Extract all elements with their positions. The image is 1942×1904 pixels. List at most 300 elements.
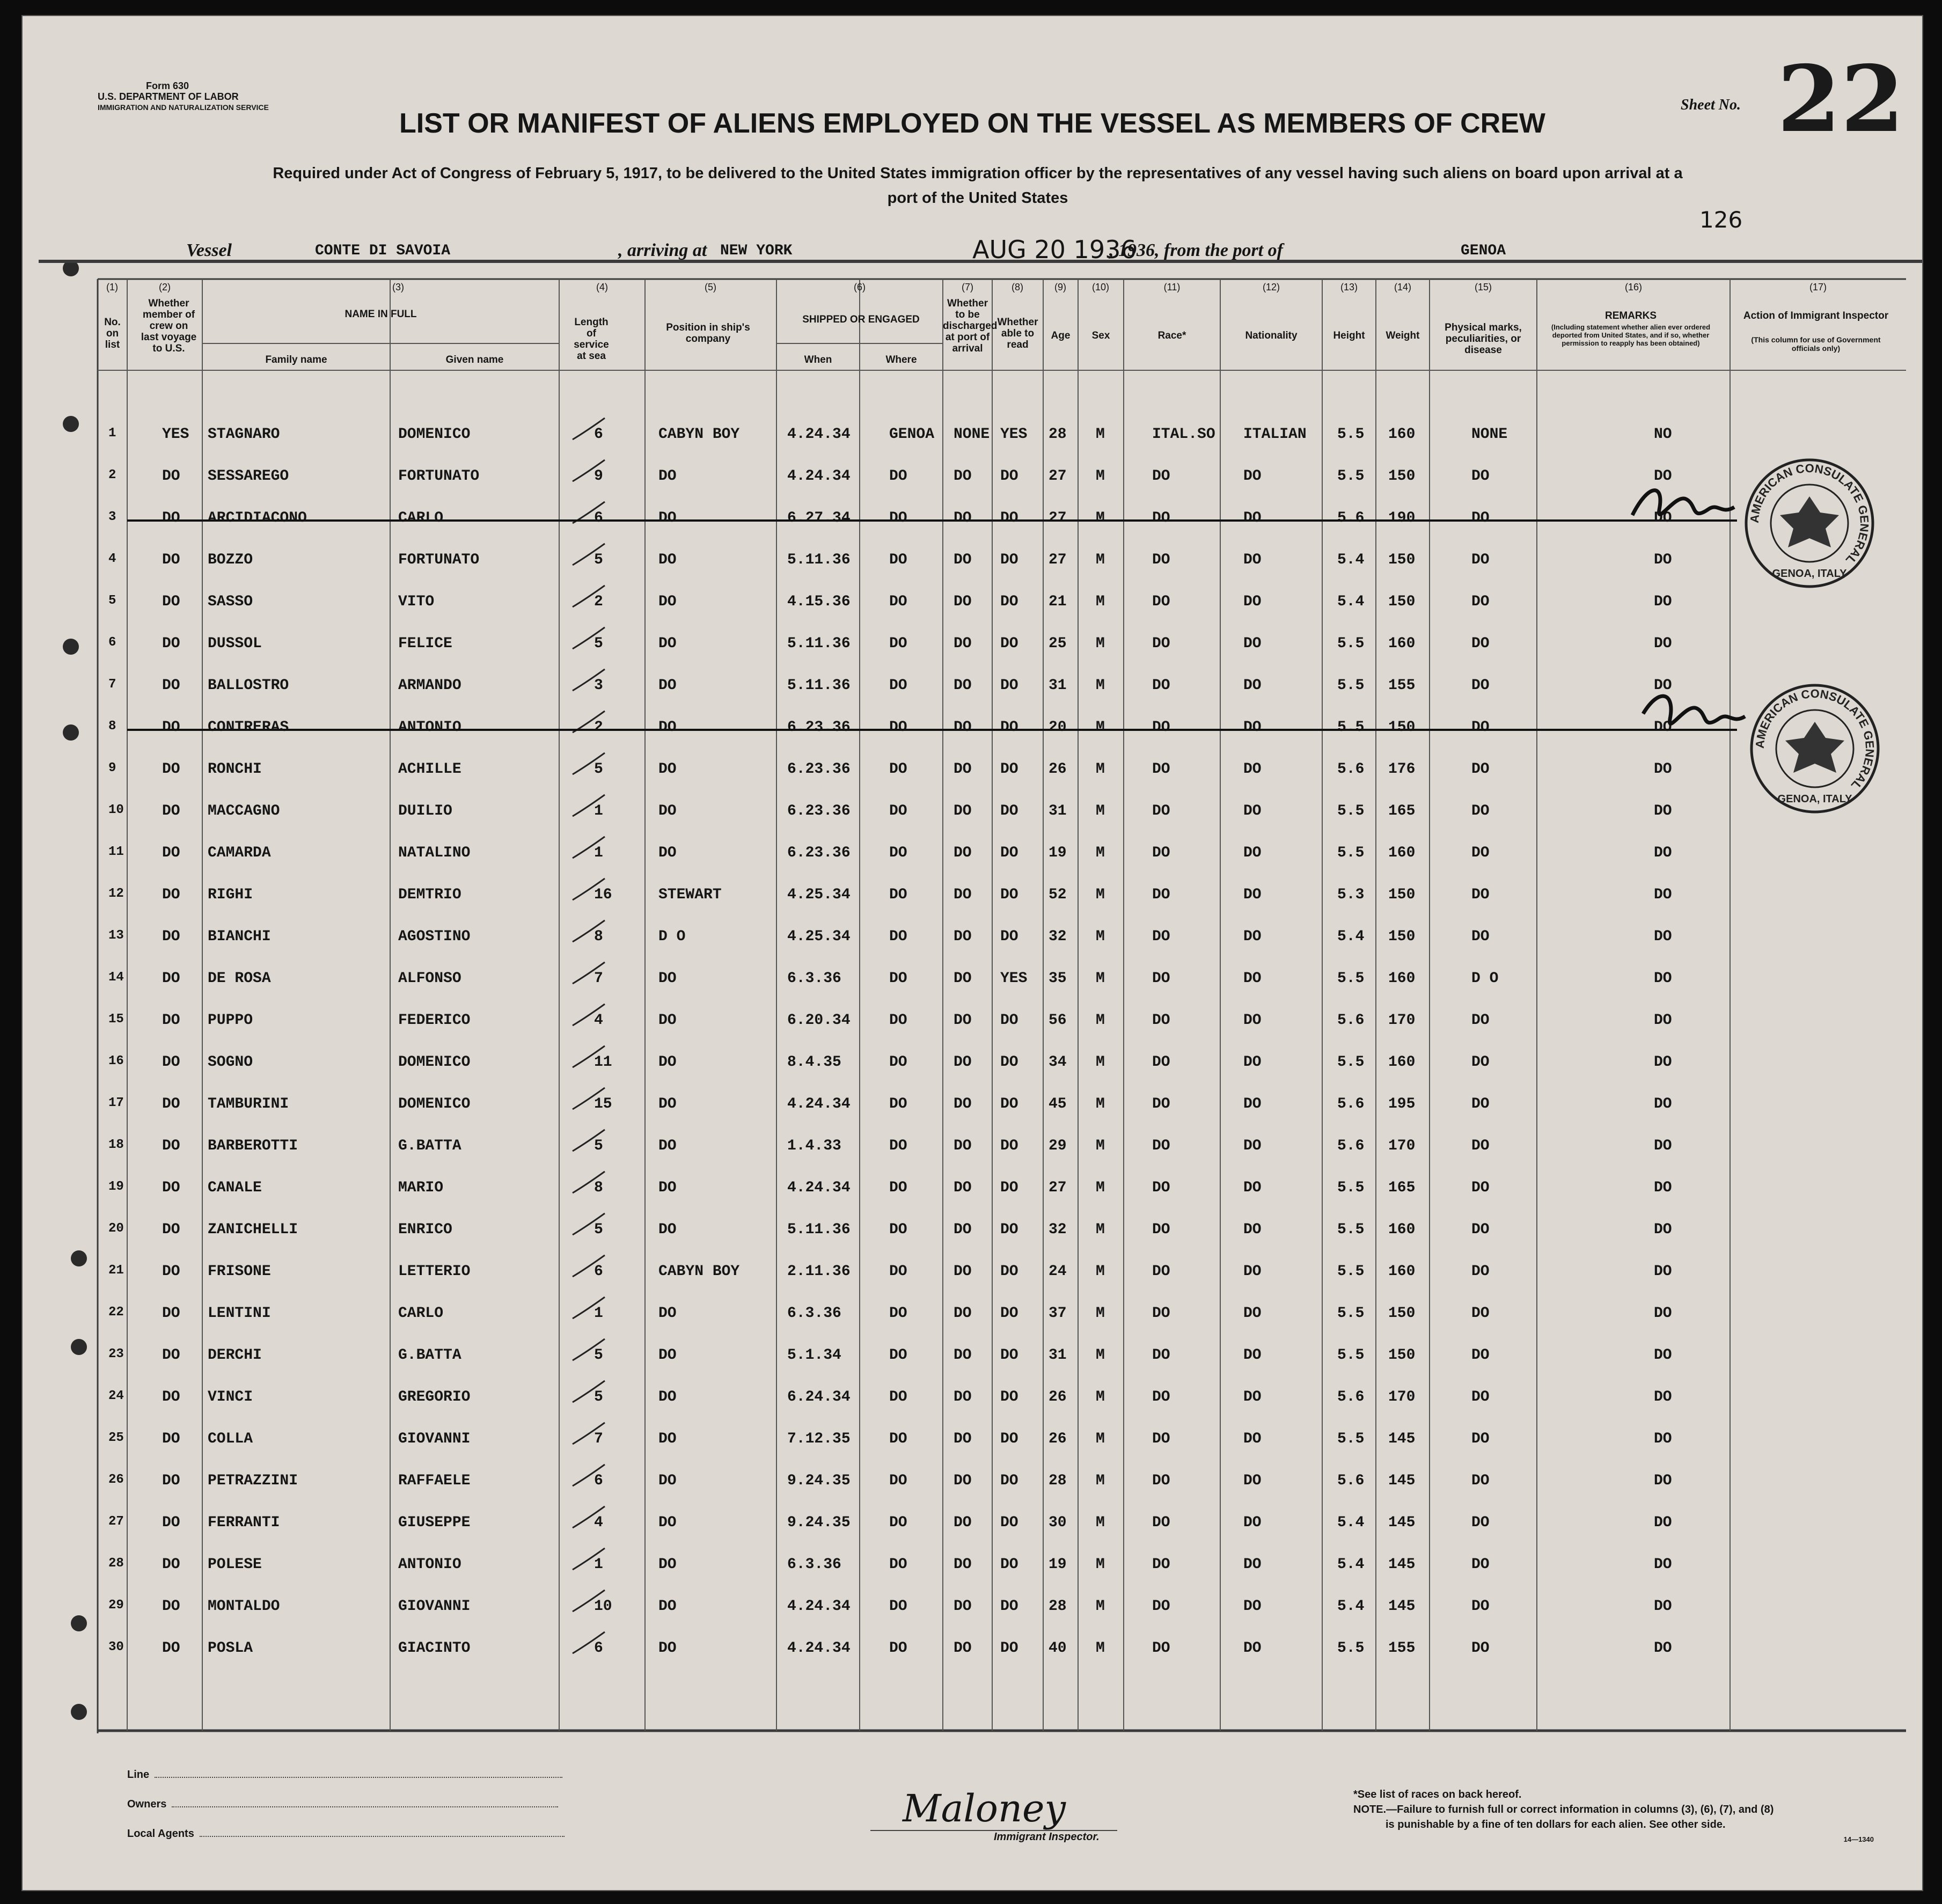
family-name-cell: ZANICHELLI [208,1221,298,1238]
race-cell: DO [1152,1305,1170,1322]
age-cell: 45 [1049,1096,1067,1112]
able-to-read-cell: DO [1000,1389,1018,1405]
form-number: Form 630 [146,80,189,91]
last-voyage-cell: DO [162,1431,180,1447]
height-cell: 5.5 [1337,845,1365,861]
height-cell: 5.5 [1337,970,1365,987]
weight-cell: 160 [1388,970,1416,987]
race-cell: DO [1152,845,1170,861]
discharged-cell: DO [954,635,972,652]
remarks-cell: DO [1654,719,1672,736]
height-cell: 5.6 [1337,1473,1365,1489]
able-to-read-cell: DO [1000,1180,1018,1196]
shipped-where-cell: DO [889,677,907,694]
sex-cell: M [1096,426,1105,443]
shipped-when-cell: 4.24.34 [787,1640,851,1657]
column-number: (6) [854,282,866,292]
column-number: (5) [705,282,716,292]
nationality-cell: DO [1243,1431,1262,1447]
physical-marks-cell: NONE [1471,426,1508,443]
able-to-read-cell: DO [1000,928,1018,945]
family-name-cell: RONCHI [208,761,262,778]
race-cell: DO [1152,1473,1170,1489]
last-voyage-cell: DO [162,845,180,861]
last-voyage-cell: DO [162,1305,180,1322]
position-cell: DO [658,1180,677,1196]
check-tick-icon [570,750,607,777]
given-name-cell: CARLO [398,510,444,526]
nationality-cell: DO [1243,1096,1262,1112]
given-name-cell: ACHILLE [398,761,461,778]
discharged-cell: DO [954,761,972,778]
line-label: Line [127,1769,150,1781]
shipped-when-cell: 5.11.36 [787,552,851,568]
eagle-icon [1780,496,1839,547]
given-name-cell: NATALINO [398,845,471,861]
sheet-label: Sheet No. [1681,97,1741,113]
row-number-cell: 17 [108,1096,124,1110]
header-position: Position in ship's company [666,322,750,345]
physical-marks-cell: DO [1471,1305,1490,1322]
sex-cell: M [1096,677,1105,694]
sex-cell: M [1096,510,1105,526]
able-to-read-cell: DO [1000,803,1018,819]
physical-marks-cell: DO [1471,803,1490,819]
weight-cell: 170 [1388,1389,1416,1405]
sex-cell: M [1096,719,1105,736]
weight-cell: 150 [1388,594,1416,610]
physical-marks-cell: DO [1471,1054,1490,1071]
length-of-service-cell: 5 [594,552,603,568]
sex-cell: M [1096,1556,1105,1573]
family-name-cell: CAMARDA [208,845,271,861]
shipped-when-cell: 5.11.36 [787,1221,851,1238]
vessel-label: Vessel [186,240,232,260]
races-note: *See list of races on back hereof. [1353,1789,1522,1800]
shipped-when-cell: 4.15.36 [787,594,851,610]
family-name-cell: CANALE [208,1180,262,1196]
sex-cell: M [1096,761,1105,778]
age-cell: 26 [1049,1389,1067,1405]
age-cell: 56 [1049,1012,1067,1029]
discharged-cell: DO [954,1598,972,1615]
discharged-cell: DO [954,1473,972,1489]
check-tick-icon [570,583,607,610]
weight-cell: 160 [1388,1221,1416,1238]
last-voyage-cell: DO [162,803,180,819]
able-to-read-cell: DO [1000,468,1018,485]
nationality-cell: DO [1243,1180,1262,1196]
race-cell: DO [1152,761,1170,778]
weight-cell: 165 [1388,1180,1416,1196]
weight-cell: 150 [1388,552,1416,568]
header-race: Race* [1157,330,1186,341]
shipped-where-cell: DO [889,1221,907,1238]
able-to-read-cell: DO [1000,1431,1018,1447]
length-of-service-cell: 5 [594,1389,603,1405]
able-to-read-cell: DO [1000,1473,1018,1489]
remarks-cell: DO [1654,1556,1672,1573]
race-cell: DO [1152,594,1170,610]
sex-cell: M [1096,1305,1105,1322]
remarks-cell: DO [1654,1263,1672,1280]
family-name-cell: SASSO [208,594,253,610]
position-cell: STEWART [658,887,722,903]
length-of-service-cell: 6 [594,1640,603,1657]
shipped-when-cell: 4.24.34 [787,1180,851,1196]
header-height: Height [1333,330,1365,341]
family-name-cell: LENTINI [208,1305,271,1322]
family-name-cell: DUSSOL [208,635,262,652]
row-number-cell: 9 [108,761,116,775]
last-voyage-cell: DO [162,510,180,526]
remarks-cell: DO [1654,635,1672,652]
age-cell: 31 [1049,677,1067,694]
height-cell: 5.6 [1337,1012,1365,1029]
header-remarks: REMARKS [1604,310,1657,321]
check-tick-icon [570,1127,607,1154]
weight-cell: 150 [1388,468,1416,485]
remarks-cell: DO [1654,803,1672,819]
discharged-cell: DO [954,1054,972,1071]
weight-cell: 160 [1388,1054,1416,1071]
position-cell: DO [658,635,677,652]
date-stamp: AUG 20 1936 [972,235,1137,264]
weight-cell: 160 [1388,845,1416,861]
race-cell: DO [1152,1263,1170,1280]
length-of-service-cell: 6 [594,1263,603,1280]
height-cell: 5.5 [1337,1263,1365,1280]
check-tick-icon [570,1294,607,1321]
shipped-when-cell: 2.11.36 [787,1263,851,1280]
fine-note-2: is punishable by a fine of ten dollars for each alien. See other side. [1386,1819,1726,1830]
shipped-where-cell: DO [889,1431,907,1447]
length-of-service-cell: 7 [594,970,603,987]
position-cell: DO [658,510,677,526]
nationality-cell: DO [1243,761,1262,778]
race-cell: DO [1152,719,1170,736]
family-name-cell: DE ROSA [208,970,271,987]
weight-cell: 195 [1388,1096,1416,1112]
check-tick-icon [570,1211,607,1237]
remarks-cell: NO [1654,426,1672,443]
race-cell: ITAL.SO [1152,426,1215,443]
weight-cell: 150 [1388,719,1416,736]
age-cell: 27 [1049,468,1067,485]
nationality-cell: DO [1243,1012,1262,1029]
able-to-read-cell: DO [1000,1640,1018,1657]
position-cell: DO [658,1514,677,1531]
shipped-where-cell: DO [889,1180,907,1196]
length-of-service-cell: 11 [594,1054,612,1071]
discharged-cell: DO [954,845,972,861]
family-name-cell: RIGHI [208,887,253,903]
given-name-cell: GIOVANNI [398,1598,471,1615]
header-inspector-note: (This column for use of Government officials only) [1751,335,1881,353]
length-of-service-cell: 6 [594,510,603,526]
position-cell: DO [658,552,677,568]
table-grid [23,16,1922,1890]
shipped-when-cell: 5.11.36 [787,635,851,652]
given-name-cell: G.BATTA [398,1347,461,1364]
physical-marks-cell: DO [1471,468,1490,485]
remarks-cell: DO [1654,1347,1672,1364]
shipped-where-cell: DO [889,719,907,736]
row-number-cell: 3 [108,510,116,524]
row-number-cell: 28 [108,1556,124,1571]
initials-mark [1627,478,1745,537]
height-cell: 5.5 [1337,803,1365,819]
given-name-cell: GIOVANNI [398,1431,471,1447]
row-number-cell: 11 [108,845,124,859]
check-tick-icon [570,415,607,442]
column-number: (8) [1012,282,1023,292]
race-cell: DO [1152,1598,1170,1615]
header-family-name: Family name [265,354,327,365]
able-to-read-cell: DO [1000,1138,1018,1154]
length-of-service-cell: 16 [594,887,612,903]
height-cell: 5.6 [1337,510,1365,526]
able-to-read-cell: DO [1000,552,1018,568]
header-where: Where [885,354,917,365]
position-cell: DO [658,677,677,694]
column-number: (17) [1809,282,1827,292]
discharged-cell: DO [954,1263,972,1280]
discharged-cell: DO [954,1305,972,1322]
length-of-service-cell: 5 [594,1347,603,1364]
physical-marks-cell: DO [1471,677,1490,694]
print-code: 14—1340 [1843,1835,1874,1843]
remarks-cell: DO [1654,845,1672,861]
position-cell: CABYN BOY [658,426,740,443]
row-number-cell: 25 [108,1431,124,1445]
shipped-when-cell: 6.23.36 [787,719,851,736]
nationality-cell: DO [1243,1221,1262,1238]
age-cell: 52 [1049,887,1067,903]
remarks-cell: DO [1654,1138,1672,1154]
age-cell: 28 [1049,1598,1067,1615]
position-cell: DO [658,1012,677,1029]
length-of-service-cell: 1 [594,1556,603,1573]
stamp-text: AMERICAN CONSULATE GENERAL [1747,461,1872,567]
able-to-read-cell: DO [1000,887,1018,903]
row-number-cell: 27 [108,1514,124,1529]
discharged-cell: DO [954,928,972,945]
number-126: 126 [1699,207,1743,233]
position-cell: D O [658,928,686,945]
shipped-when-cell: 6.3.36 [787,970,841,987]
physical-marks-cell: DO [1471,928,1490,945]
race-cell: DO [1152,1180,1170,1196]
weight-cell: 145 [1388,1473,1416,1489]
shipped-when-cell: 6.23.36 [787,803,851,819]
physical-marks-cell: DO [1471,1221,1490,1238]
discharged-cell: DO [954,677,972,694]
shipped-when-cell: 6.3.36 [787,1305,841,1322]
height-cell: 5.5 [1337,1431,1365,1447]
race-cell: DO [1152,468,1170,485]
year-label: , 1936, from the port of [1109,240,1283,260]
shipped-where-cell: DO [889,1514,907,1531]
height-cell: 5.5 [1337,1054,1365,1071]
able-to-read-cell: DO [1000,1054,1018,1071]
last-voyage-cell: DO [162,1138,180,1154]
row-number-cell: 5 [108,594,116,608]
physical-marks-cell: DO [1471,1514,1490,1531]
discharged-cell: DO [954,510,972,526]
row-number-cell: 15 [108,1012,124,1027]
position-cell: DO [658,1556,677,1573]
remarks-cell: DO [1654,552,1672,568]
position-cell: DO [658,1054,677,1071]
sex-cell: M [1096,803,1105,819]
shipped-where-cell: DO [889,928,907,945]
position-cell: DO [658,845,677,861]
discharged-cell: NONE [954,426,990,443]
able-to-read-cell: YES [1000,970,1028,987]
length-of-service-cell: 5 [594,1138,603,1154]
check-tick-icon [570,1253,607,1279]
family-name-cell: SOGNO [208,1054,253,1071]
given-name-cell: DOMENICO [398,1096,471,1112]
nationality-cell: DO [1243,468,1262,485]
length-of-service-cell: 2 [594,719,603,736]
row-number-cell: 4 [108,552,116,566]
physical-marks-cell: DO [1471,1263,1490,1280]
remarks-cell: DO [1654,1305,1672,1322]
consulate-stamp-2 [1745,679,1885,818]
discharged-cell: DO [954,1096,972,1112]
last-voyage-cell: DO [162,594,180,610]
height-cell: 5.5 [1337,1640,1365,1657]
fine-note-1: NOTE.—Failure to furnish full or correct information in columns (3), (6), (7), and (8) [1353,1804,1774,1815]
race-cell: DO [1152,1640,1170,1657]
header-discharged: Whether to be discharged at port of arrival [943,298,998,354]
shipped-when-cell: 6.27.34 [787,510,851,526]
sex-cell: M [1096,1180,1105,1196]
row-number-cell: 1 [108,426,116,441]
sex-cell: M [1096,1012,1105,1029]
header-nationality: Nationality [1245,330,1298,341]
height-cell: 5.6 [1337,761,1365,778]
arriving-label: , arriving at [618,240,707,260]
initials-mark [1638,687,1756,746]
column-number: (16) [1624,282,1642,292]
last-voyage-cell: YES [162,426,189,443]
physical-marks-cell: DO [1471,1598,1490,1615]
sex-cell: M [1096,1473,1105,1489]
position-cell: DO [658,1347,677,1364]
discharged-cell: DO [954,1556,972,1573]
length-of-service-cell: 8 [594,1180,603,1196]
last-voyage-cell: DO [162,928,180,945]
age-cell: 31 [1049,1347,1067,1364]
check-tick-icon [570,1001,607,1028]
able-to-read-cell: DO [1000,761,1018,778]
height-cell: 5.5 [1337,426,1365,443]
last-voyage-cell: DO [162,635,180,652]
check-tick-icon [570,1378,607,1405]
nationality-cell: DO [1243,1556,1262,1573]
header-given-name: Given name [445,354,504,365]
departure-port: GENOA [1461,243,1506,259]
physical-marks-cell: DO [1471,594,1490,610]
able-to-read-cell: DO [1000,719,1018,736]
shipped-where-cell: DO [889,1305,907,1322]
height-cell: 5.4 [1337,928,1365,945]
race-cell: DO [1152,970,1170,987]
stamp-city: GENOA, ITALY [1777,793,1852,805]
able-to-read-cell: DO [1000,1598,1018,1615]
owners-field [127,1790,565,1819]
shipped-when-cell: 8.4.35 [787,1054,841,1071]
discharged-cell: DO [954,1431,972,1447]
nationality-cell: DO [1243,803,1262,819]
age-cell: 40 [1049,1640,1067,1657]
agents-label: Local Agents [127,1828,194,1840]
physical-marks-cell: DO [1471,719,1490,736]
nationality-cell: DO [1243,677,1262,694]
family-name-cell: FERRANTI [208,1514,280,1531]
nationality-cell: DO [1243,552,1262,568]
nationality-cell: DO [1243,1598,1262,1615]
row-number-cell: 20 [108,1221,124,1236]
able-to-read-cell: DO [1000,510,1018,526]
age-cell: 31 [1049,803,1067,819]
footer-notes [1353,1787,1890,1847]
physical-marks-cell: DO [1471,1431,1490,1447]
agents-field [127,1819,565,1849]
eagle-icon [1785,722,1844,773]
row-number-cell: 19 [108,1180,124,1194]
row-number-cell: 22 [108,1305,124,1320]
length-of-service-cell: 6 [594,1473,603,1489]
nationality-cell: DO [1243,1138,1262,1154]
last-voyage-cell: DO [162,1514,180,1531]
family-name-cell: BIANCHI [208,928,271,945]
shipped-where-cell: DO [889,635,907,652]
shipped-when-cell: 9.24.35 [787,1473,851,1489]
age-cell: 19 [1049,845,1067,861]
family-name-cell: BALLOSTRO [208,677,289,694]
race-cell: DO [1152,1221,1170,1238]
family-name-cell: MACCAGNO [208,803,280,819]
last-voyage-cell: DO [162,552,180,568]
sex-cell: M [1096,845,1105,861]
length-of-service-cell: 1 [594,803,603,819]
age-cell: 26 [1049,761,1067,778]
sex-cell: M [1096,1138,1105,1154]
position-cell: DO [658,803,677,819]
physical-marks-cell: D O [1471,970,1499,987]
remarks-cell: DO [1654,761,1672,778]
family-name-cell: POLESE [208,1556,262,1573]
physical-marks-cell: DO [1471,845,1490,861]
given-name-cell: ANTONIO [398,1556,461,1573]
check-tick-icon [570,1462,607,1489]
check-tick-icon [570,1629,607,1656]
position-cell: DO [658,1305,677,1322]
length-of-service-cell: 1 [594,1305,603,1322]
family-name-cell: COLLA [208,1431,253,1447]
race-cell: DO [1152,1556,1170,1573]
position-cell: DO [658,1431,677,1447]
height-cell: 5.6 [1337,1389,1365,1405]
last-voyage-cell: DO [162,719,180,736]
physical-marks-cell: DO [1471,1138,1490,1154]
department: U.S. DEPARTMENT OF LABOR [98,91,239,102]
header-shipped-or-engaged: SHIPPED OR ENGAGED [802,314,920,325]
